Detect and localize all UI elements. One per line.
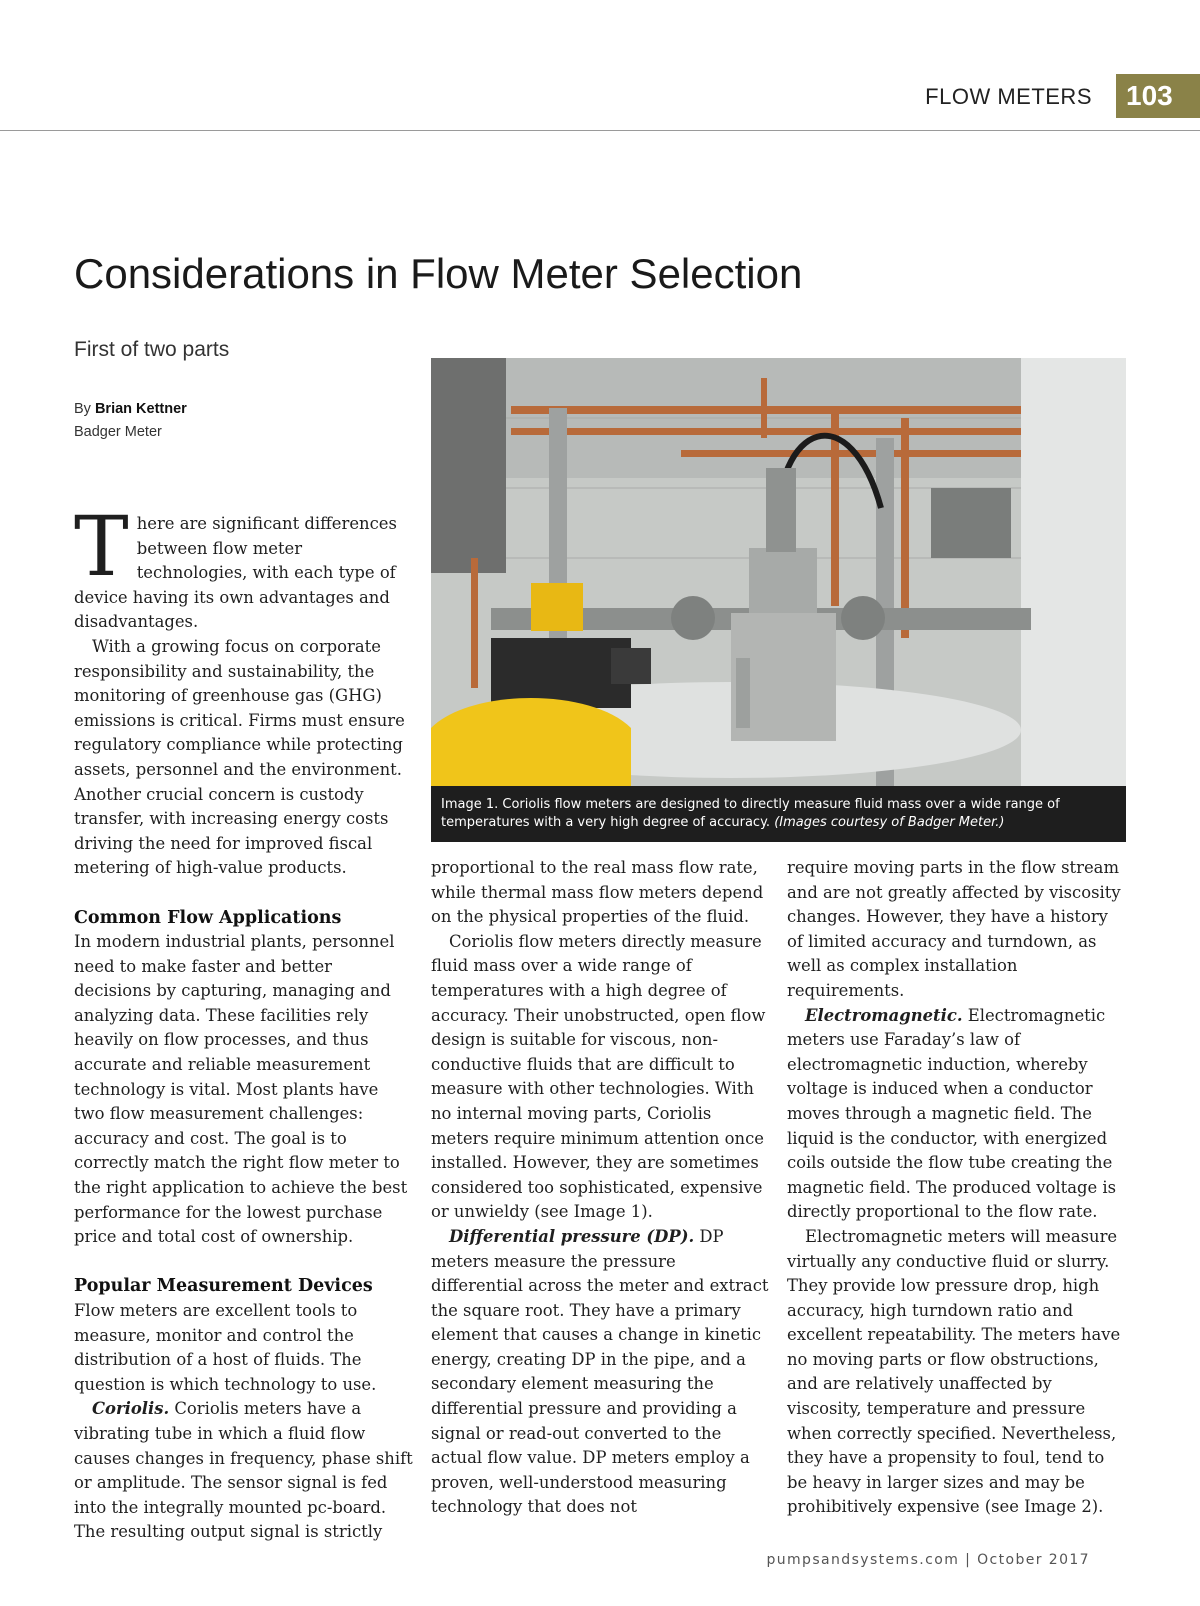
drop-cap: T — [74, 500, 129, 595]
section-label: FLOW METERS — [925, 84, 1092, 109]
intro-text: here are significant differences between flow meter technologies, with each type of device having its own advantages and disadvantages. — [74, 514, 397, 632]
term-text: Electromagnetic meters use Faraday’s law of electromagnetic induction, whereby voltage is induced when a conductor moves through a magnetic field. The liquid is the conductor, with energized coils outside the flow tube creating the magnetic field. The produced voltage is directly proportional to the flow rate. — [787, 1005, 1117, 1222]
body-paragraph: With a growing focus on corporate responsibility and sustainability, the monitoring of greenhouse gas (GHG) emissions is critical. Firms must ensure regulatory compliance while protecting assets, personnel and the environment. Another crucial concern is custody transfer, with increasing energy costs driving the need for improved fiscal metering of high-value products. — [74, 636, 405, 878]
column-3 — [787, 856, 1127, 1520]
term-text: DP meters measure the pressure differential across the meter and extract the square root. They have a primary element that causes a change in kinetic energy, creating DP in the pipe, and a secondary element measuring the differential pressure and providing a signal or read-out converted to the actual flow value. DP meters employ a proven, well-understood measuring technology that does not — [431, 1226, 769, 1517]
body-paragraph: require moving parts in the flow stream and are not greatly affected by viscosity changes. However, they have a history of limited accuracy and turndown, as well as complex installation requirements. — [787, 858, 1121, 1000]
page-footer — [766, 1552, 1090, 1568]
header-divider — [0, 130, 1200, 131]
body-paragraph: Electromagnetic meters will measure virtually any conductive fluid or slurry. They provide low pressure drop, high accuracy, high turndown ratio and excellent repeatability. The meters have no moving parts or flow obstructions, and are relatively unaffected by viscosity, temperature and pressure when correctly specified. Nevertheless, they have a propensity to foul, tend to be heavy in larger sizes and may be prohibitively expensive (see Image 2). — [787, 1226, 1121, 1517]
body-paragraph — [787, 1004, 1127, 1225]
caption-text: Image 1. Coriolis flow meters are designed to directly measure fluid mass over a wide range of temperatures with a very high degree of accuracy. — [441, 797, 1060, 830]
caption-credit: (Images courtesy of Badger Meter.) — [774, 815, 1005, 830]
footer-date: October 2017 — [977, 1552, 1090, 1568]
page-number: 103 — [1116, 74, 1200, 118]
author-affiliation: Badger Meter — [74, 424, 162, 440]
body-paragraph: Coriolis flow meters directly measure fluid mass over a wide range of temperatures with a high degree of accuracy. Their unobstructed, open flow design is suitable for viscous, non-conductive fluids that are difficult to measure with other technologies. With no internal moving parts, Coriolis meters require minimum attention once installed. However, they are sometimes considered too sophisticated, expensive or unwieldy (see Image 1). — [431, 931, 766, 1222]
byline-prefix: By — [74, 401, 91, 417]
column-2 — [431, 856, 769, 1520]
article-subtitle: First of two parts — [74, 338, 230, 361]
photo-coriolis-meter — [431, 358, 1126, 786]
term-label: Electromagnetic. — [805, 1005, 963, 1025]
body-paragraph — [431, 1225, 769, 1520]
intro-paragraph — [74, 500, 414, 635]
body-paragraph — [74, 1397, 414, 1545]
image-caption — [431, 786, 1126, 842]
footer-site: pumpsandsystems.com — [766, 1552, 960, 1568]
section-heading: Common Flow Applications — [74, 907, 342, 928]
term-text: Coriolis meters have a vibrating tube in which a fluid flow causes changes in frequency, phase shift or amplitude. The sensor signal is fed into the integrally mounted pc-board. The resulting output signal is strictly — [74, 1399, 413, 1542]
body-paragraph: Flow meters are excellent tools to measure, monitor and control the distribution of a host of fluids. The question is which technology to use. — [74, 1301, 377, 1394]
byline — [74, 398, 187, 444]
column-1 — [74, 500, 414, 1545]
photo-illustration — [431, 358, 1126, 786]
body-paragraph: proportional to the real mass flow rate, while thermal mass flow meters depend on the physical properties of the fluid. — [431, 858, 764, 927]
article-title: Considerations in Flow Meter Selection — [74, 250, 803, 297]
term-label: Differential pressure (DP). — [449, 1226, 695, 1246]
term-label: Coriolis. — [92, 1399, 170, 1419]
footer-separator: | — [965, 1552, 972, 1568]
section-heading: Popular Measurement Devices — [74, 1276, 373, 1297]
body-paragraph: In modern industrial plants, personnel need to make faster and better decisions by capturing, managing and analyzing data. These facilities rely heavily on flow processes, and thus accurate and reliable measurement technology is vital. Most plants have two flow measurement challenges: accuracy and cost. The goal is to correctly match the right flow meter to the right application to achieve the best performance for the lowest purchase price and total cost of ownership. — [74, 932, 408, 1247]
author-name: Brian Kettner — [94, 401, 187, 417]
